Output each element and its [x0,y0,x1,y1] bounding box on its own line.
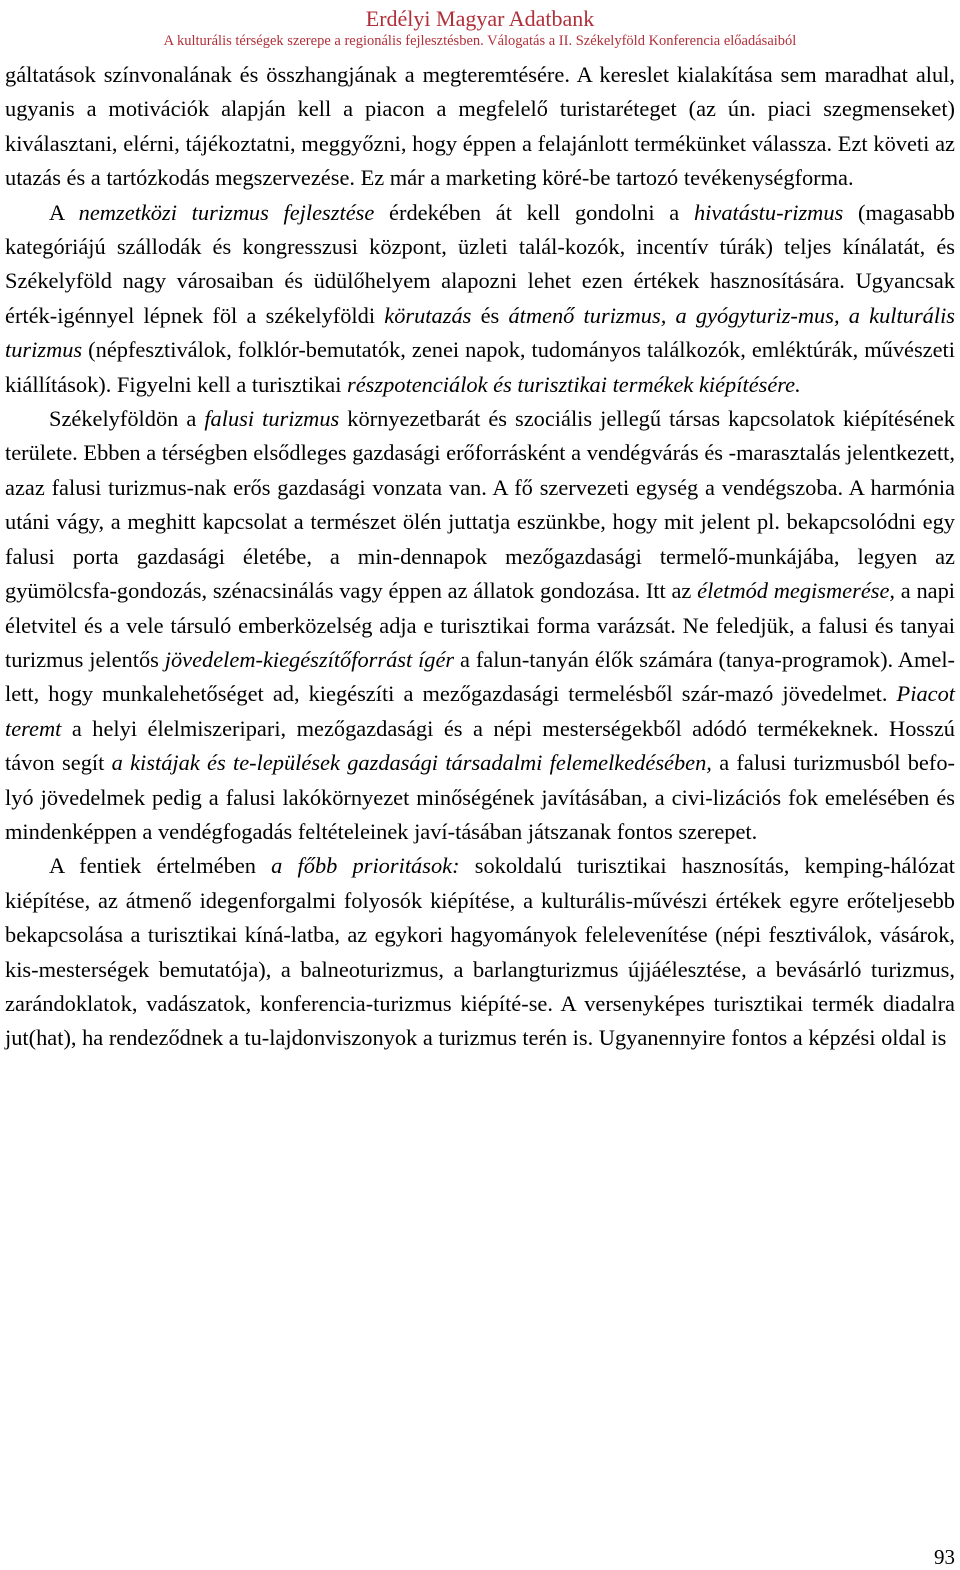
paragraph-1: gáltatások színvonalának és összhangjának a megteremtésére. A kereslet kialakítása sem maradhat alul, ugyanis a motivációk alapján kell a piacon a megfelelő turistaréteget (az ún. piaci szegmenseket) kiválasztani, elérni, tájékoztatni, meggyőzni, hogy éppen a felajánlott termékünket válassza. Ezt követi az utazás és a tartózkodás megszervezése. Ez már a marketing köré-be tartozó tevékenységforma. [5,62,955,191]
text-run: és [471,302,509,328]
text-run: sokoldalú turisztikai hasznosítás, kemping-hálózat kiépítése, az átmenő idegenforgalmi folyosók kiépítése, a kulturális-művészi értékek egyre erőteljesebb bekapcsolása a turisztikai kíná-latba, az egykori hagyományok felelevenítése (népi fesztiválok, vásárok, kis-mesterségek bemutatója), a balneoturizmus, a barlangturizmus újjáélesztése, a bevásárló turizmus, zarándoklatok, vadászatok, konferencia-turizmus kiépíté-se. A versenyképes turisztikai termék diadalra jut(hat), ha rendeződnek a tu-lajdonviszonyok a turizmus terén is. Ugyanennyire fontos a képzési oldal is [5,853,955,1051]
text-run: (népfesztiválok, folklór-bemutatók, zenei napok, tudományos találkozók, emléktúrák, művészeti kiállítások). Figyelni kell a turisztikai [5,337,955,397]
text-run: a falun-tanyán élők számára (tanya-programok). Amel-lett, hogy munkalehetőséget ad, kiegészíti a mezőgazdasági termelésből szár-mazó jövedelmet. [5,646,955,707]
italic-run: falusi turizmus [204,406,340,432]
body-text [5,58,955,1056]
paragraph-4 [5,849,955,1055]
paragraph-2 [5,196,955,402]
text-run: érdekében át kell gondolni a [374,199,694,225]
italic-run: átmenő turizmus, a gyógyturiz-mus, a kulturális turizmus [5,302,956,363]
italic-run: életmód megismerése, [697,578,896,604]
text-run: a helyi élelmiszeripari, mezőgazdasági és a népi mesterségekből adódó termékeknek. Hosszú távon segít [5,715,955,776]
italic-run: hivatástu-rizmus [693,199,844,225]
page-header [0,6,960,50]
text-run: A fentiek értelmében [49,853,272,879]
paragraph-3 [5,402,955,849]
site-title[interactable]: Erdélyi Magyar Adatbank [365,6,595,31]
text-run: A [49,199,79,225]
italic-run: Piacot teremt [5,681,955,741]
italic-run: a főbb prioritások: [271,853,460,879]
text-run: környezetbarát és szociális jellegű társas kapcsolatok kiépítésének területe. Ebben a térségben elsődleges gazdasági erőforrásként a vendégvárás és -marasztalás jelentkezett, azaz falusi turizmus-nak erős gazdasági vonzata van. A fő szervezeti egység a vendégszoba. A harmónia utáni vágy, a meghitt kapcsolat a természet ölén juttatja eszünkbe, hogy mit jelent pl. bekapcsolódni egy falusi porta gazdasági életébe, a min-dennapok mezőgazdasági termelő-munkájába, legyen az gyümölcsfa-gondozás, szénacsinálás vagy éppen az állatok gondozása. Itt az [5,406,955,604]
text-run: a falusi turizmusból befo-lyó jövedelmek pedig a falusi lakókörnyezet minőségének javításában, a civi-lizációs fok emelésében és mindenképpen a vendégfogadás feltételeinek javí-tásában játszanak fontos szerepet. [5,750,955,844]
text-run: Székelyföldön a [49,406,205,432]
text-run: a napi életvitel és a vele társuló emberközelség adja e turisztikai forma varázsát. Ne feledjük, a falusi és tanyai turizmus jelentős [5,578,956,672]
text-run: (magasabb kategóriájú szállodák és kongresszusi központ, üzleti talál-kozók, incentív túrák) teljes kínálatát, és Székelyföld nagy városaiban és üdülőhelyem alapozni lehet ezen értékek hasznosítására. Ugyancsak érték-igénnyel lépnek föl a székelyföldi [5,199,955,328]
italic-run: részpotenciálok és turisztikai termékek kiépítésére. [347,371,801,397]
page-number: 93 [934,1545,955,1569]
italic-run: a kistájak és te-lepülések gazdasági társadalmi felemelkedésében, [111,750,712,776]
italic-run: jövedelem-kiegészítőforrást ígér [164,646,455,672]
italic-run: nemzetközi turizmus fejlesztése [78,199,375,225]
header-subtitle: A kulturális térségek szerepe a regionális fejlesztésben. Válogatás a II. Székelyföld Konferencia előadásaiból [163,33,797,49]
italic-run: körutazás [384,302,472,328]
